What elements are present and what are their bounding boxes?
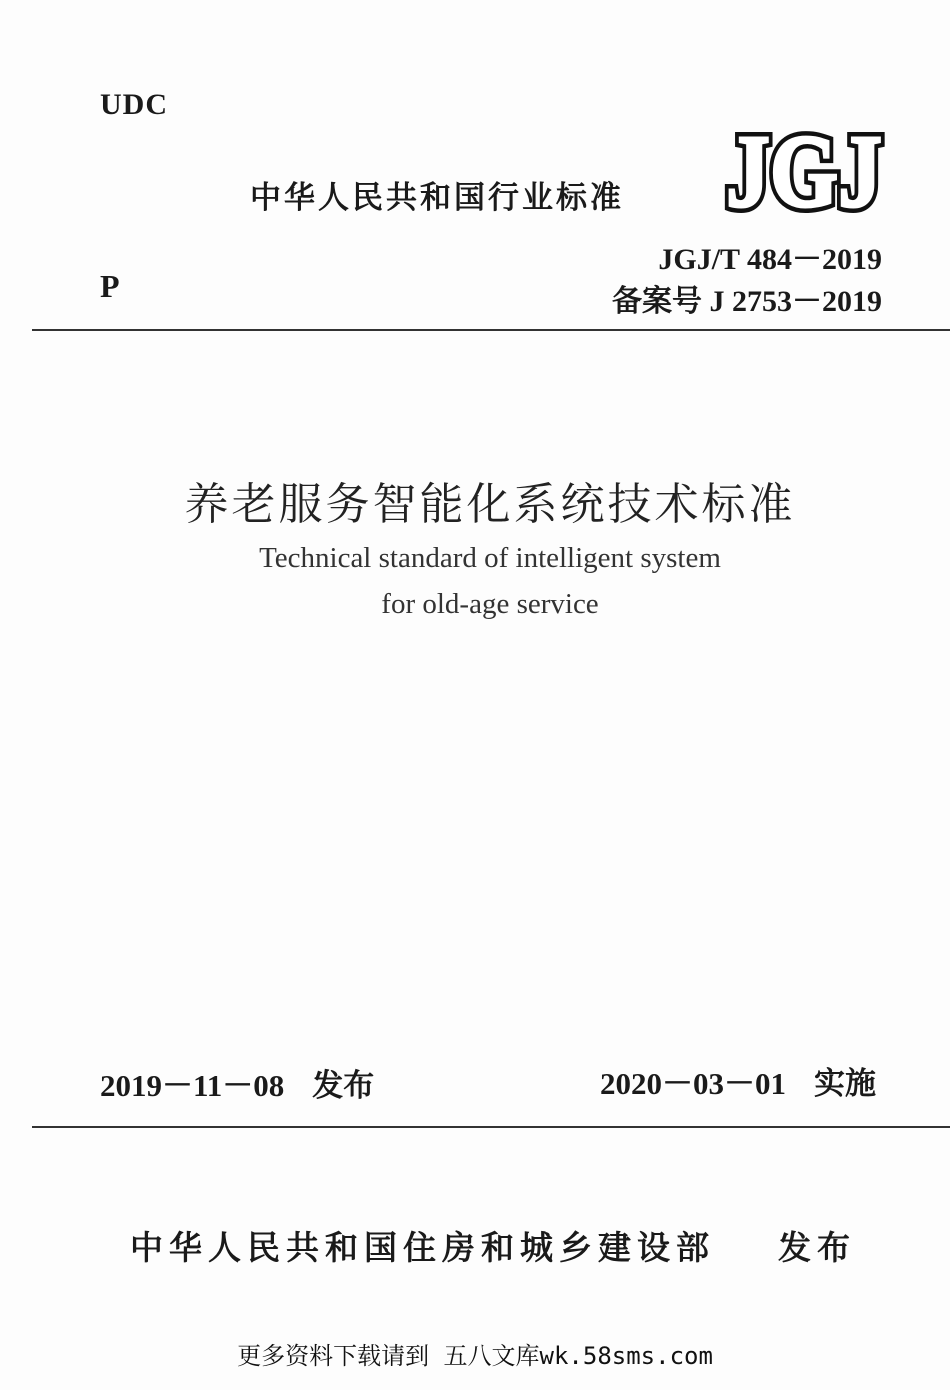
issue-date: 2019－11－08 (100, 1068, 285, 1103)
jgj-logo (724, 122, 886, 214)
top-divider (32, 329, 950, 331)
title-chinese: 养老服务智能化系统技术标准 (184, 479, 796, 530)
udc-label: UDC (100, 88, 168, 121)
filing-number: 备案号 J 2753－2019 (612, 285, 882, 318)
issue-label: 发布 (312, 1068, 375, 1104)
jgj-logo-fill: JGJ (726, 122, 882, 214)
jgj-logo-outline: JGJ (726, 122, 882, 214)
issue-date-block (100, 1060, 374, 1105)
implement-date: 2020－03－01 (600, 1066, 786, 1101)
standard-code: JGJ/T 484－2019 (658, 243, 882, 276)
footer-watermark: 更多资料下载请到 五八文库wk.58sms.com (237, 1342, 713, 1370)
title-english-line2: for old-age service (381, 588, 599, 620)
publisher-name: 中华人民共和国住房和城乡建设部 (130, 1228, 715, 1267)
category-label: P (100, 268, 120, 304)
industry-standard-title: 中华人民共和国行业标准 (250, 180, 624, 216)
title-english-line1: Technical standard of intelligent system (259, 542, 721, 574)
implement-date-block (600, 1058, 876, 1103)
publisher-label: 发布 (778, 1228, 856, 1267)
implement-label: 实施 (814, 1066, 876, 1102)
bottom-divider (32, 1126, 950, 1128)
